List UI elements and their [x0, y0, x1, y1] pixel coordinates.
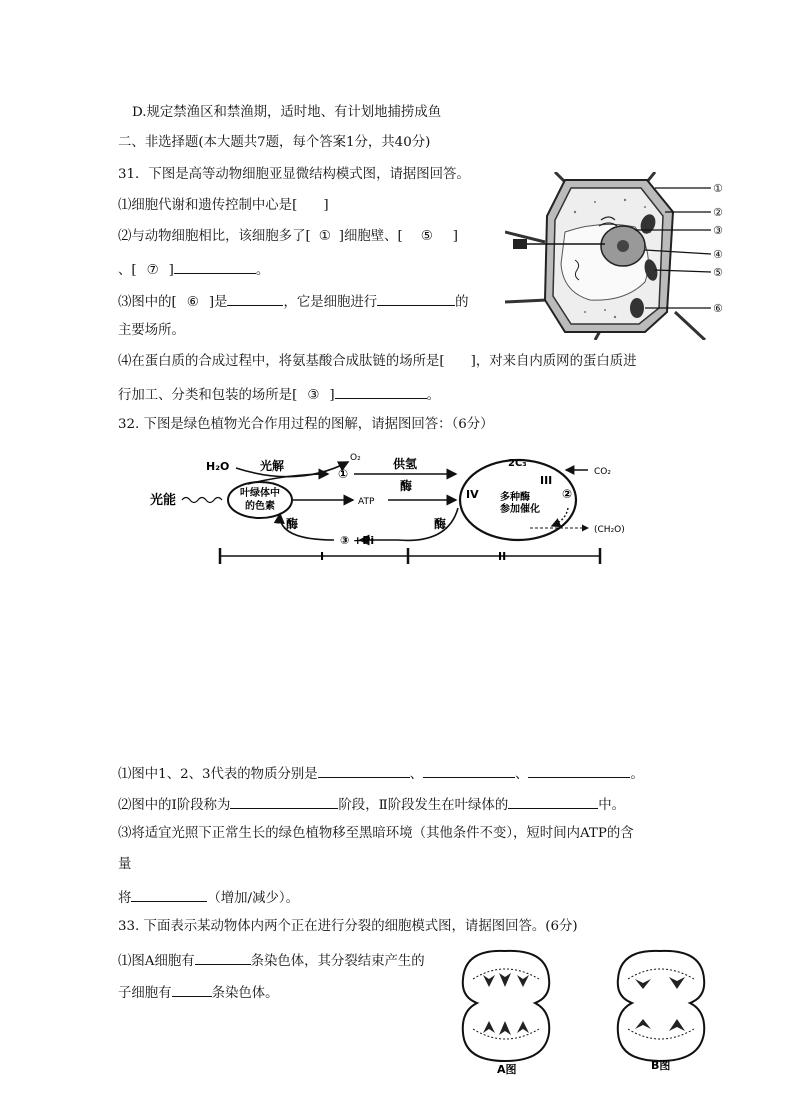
- product-1: ①: [338, 467, 349, 481]
- q31-2-open: 、[: [118, 263, 137, 278]
- answer-blank[interactable]: [423, 763, 515, 778]
- q33-1-text3: 子细胞有: [118, 986, 172, 1001]
- q31-4-text: ⑷在蛋白质的合成过程中，将氨基酸合成肽链的场所是[: [118, 354, 445, 369]
- answer-blank[interactable]: [318, 763, 410, 778]
- enzyme-top: 酶: [400, 479, 413, 493]
- q31-part4: [118, 353, 637, 371]
- q32-2-text: ⑵图中的Ⅰ阶段称为: [118, 798, 231, 813]
- q32-3-tail: （增加/减少）。: [207, 891, 299, 906]
- photosynthesis-diagram: [148, 448, 668, 568]
- q31-part3: [118, 291, 469, 312]
- cell-label-5: ⑤: [713, 266, 723, 279]
- q31-2-text: ⑵与动物细胞相比，该细胞多了[: [118, 229, 311, 244]
- plant-cell-diagram: [505, 172, 735, 340]
- q33-1-text2: 条染色体，其分裂结束产生的: [250, 954, 425, 969]
- q31-4-text2: ]，对来自内质网的蛋白质进: [470, 354, 637, 369]
- q32-3-jiang: 将: [118, 891, 132, 906]
- answer-blank[interactable]: [528, 763, 630, 778]
- supply-h-label: 供氢: [393, 457, 418, 471]
- product-3-pi: ③ +Pi: [340, 534, 375, 547]
- light-energy-label: 光能: [150, 493, 177, 508]
- answer-blank[interactable]: [174, 259, 256, 274]
- q33-part1: [118, 950, 425, 971]
- cell-label-6: ⑥: [713, 302, 723, 315]
- catalyze-label: 参加催化: [500, 504, 540, 515]
- q31-3-de: 的: [455, 295, 469, 310]
- option-d: D.规定禁渔区和禁渔期，适时地、有计划地捕捞成鱼: [132, 105, 442, 120]
- cell-label-4: ④: [713, 248, 723, 261]
- many-enzymes: 多种酶: [500, 492, 530, 503]
- q31-1-text: ⑴细胞代谢和遗传控制中心是[: [118, 198, 298, 213]
- o2-label: O₂: [350, 453, 361, 463]
- q32-1-sep1: 、: [409, 767, 424, 782]
- answer-blank[interactable]: [131, 887, 207, 902]
- q32-part1: [118, 763, 644, 784]
- q33-part1-cont: [118, 982, 279, 1003]
- q31-2-num7: ⑦: [146, 263, 159, 278]
- q31-2-wall: ]细胞壁、[: [338, 229, 403, 244]
- pigment-line1: 叶绿体中: [240, 488, 280, 499]
- cell-label-1: ①: [713, 182, 723, 195]
- stage-ii: II: [498, 550, 507, 563]
- answer-blank[interactable]: [335, 384, 427, 399]
- q32-2-text2: 阶段，Ⅱ阶段发生在叶绿体的: [338, 798, 509, 813]
- atp-label: ATP: [358, 497, 375, 507]
- q31-2-close2: ]: [168, 263, 174, 278]
- cell-label-2: ②: [713, 206, 723, 219]
- q31-part2-cont: [118, 259, 269, 280]
- answer-blank[interactable]: [172, 982, 212, 997]
- answer-blank[interactable]: [195, 950, 251, 965]
- stage-i: I: [320, 550, 325, 563]
- q31-2-num5: ⑤: [420, 229, 433, 244]
- q31-3-text: ⑶图中的[: [118, 295, 177, 310]
- c3-label: 2C₃: [508, 458, 527, 469]
- fig-a-label: A图: [497, 1063, 517, 1075]
- ch2o-label: (CH₂O): [594, 525, 625, 535]
- q31-4-period: 。: [426, 388, 440, 403]
- q31-1-bracket: ]: [323, 198, 329, 213]
- question-31: 31．下图是高等动物细胞亚显微结构模式图，请据图回答。: [118, 167, 470, 182]
- q31-2-num1: ①: [318, 229, 331, 244]
- q31-part2: [118, 228, 458, 246]
- q32-1-sep2: 、: [515, 767, 529, 782]
- answer-blank[interactable]: [227, 291, 283, 306]
- question-33: 33. 下面表示某动物体内两个正在进行分裂的细胞模式图，请据图回答。(6分): [118, 919, 578, 934]
- photolysis-label: 光解: [260, 459, 285, 473]
- answer-blank[interactable]: [230, 794, 338, 809]
- q32-1-period: 。: [630, 767, 644, 782]
- q31-2-period: 。: [255, 263, 270, 278]
- q32-1-text: ⑴图中1、2、3代表的物质分别是: [118, 767, 318, 782]
- cell-division-diagram: [455, 945, 725, 1075]
- q31-3-mid: ，它是细胞进行: [283, 295, 378, 310]
- q31-2-close: ]: [452, 229, 458, 244]
- q32-part3: ⑶将适宜光照下正常生长的绿色植物移至黑暗环境（其他条件不变），短时间内ATP的含: [118, 826, 634, 841]
- q33-1-text: ⑴图A细胞有: [118, 954, 195, 969]
- q31-4-num3: ③: [307, 388, 320, 403]
- q32-part3-cont: 量: [118, 857, 132, 872]
- q31-part3-cont: 主要场所。: [118, 323, 185, 338]
- q32-2-text3: 中。: [598, 798, 625, 813]
- q32-part2: [118, 794, 625, 815]
- q32-part3-cont2: [118, 887, 299, 908]
- enzyme-right: 酶: [434, 517, 447, 531]
- question-32: 32. 下图是绿色植物光合作用过程的图解，请据图回答：（6分）: [118, 417, 494, 432]
- q31-4-text3: 行加工、分类和包装的场所是[: [118, 388, 298, 403]
- stage-iii: III: [540, 474, 553, 487]
- fig-b-label: B图: [651, 1059, 671, 1072]
- q33-1-text4: 条染色体。: [211, 986, 279, 1001]
- cell-label-3: ③: [713, 224, 723, 237]
- q31-4-close: ]: [329, 388, 335, 403]
- q31-3-num6: ⑥: [186, 295, 199, 310]
- q31-part4-cont: [118, 384, 440, 405]
- answer-blank[interactable]: [508, 794, 598, 809]
- stage-iv: IV: [466, 488, 479, 501]
- q31-part1: [118, 197, 329, 215]
- section-heading: 二、非选择题(本大题共7题，每个答案1分，共40分): [118, 135, 431, 150]
- product-2: ②: [562, 487, 573, 501]
- enzyme-left: 酶: [286, 517, 299, 531]
- q31-3-is: ]是: [208, 295, 228, 310]
- pigment-line2: 的色素: [245, 501, 275, 512]
- h2o-label: H₂O: [206, 460, 230, 473]
- co2-label: CO₂: [594, 467, 611, 477]
- answer-blank[interactable]: [377, 291, 455, 306]
